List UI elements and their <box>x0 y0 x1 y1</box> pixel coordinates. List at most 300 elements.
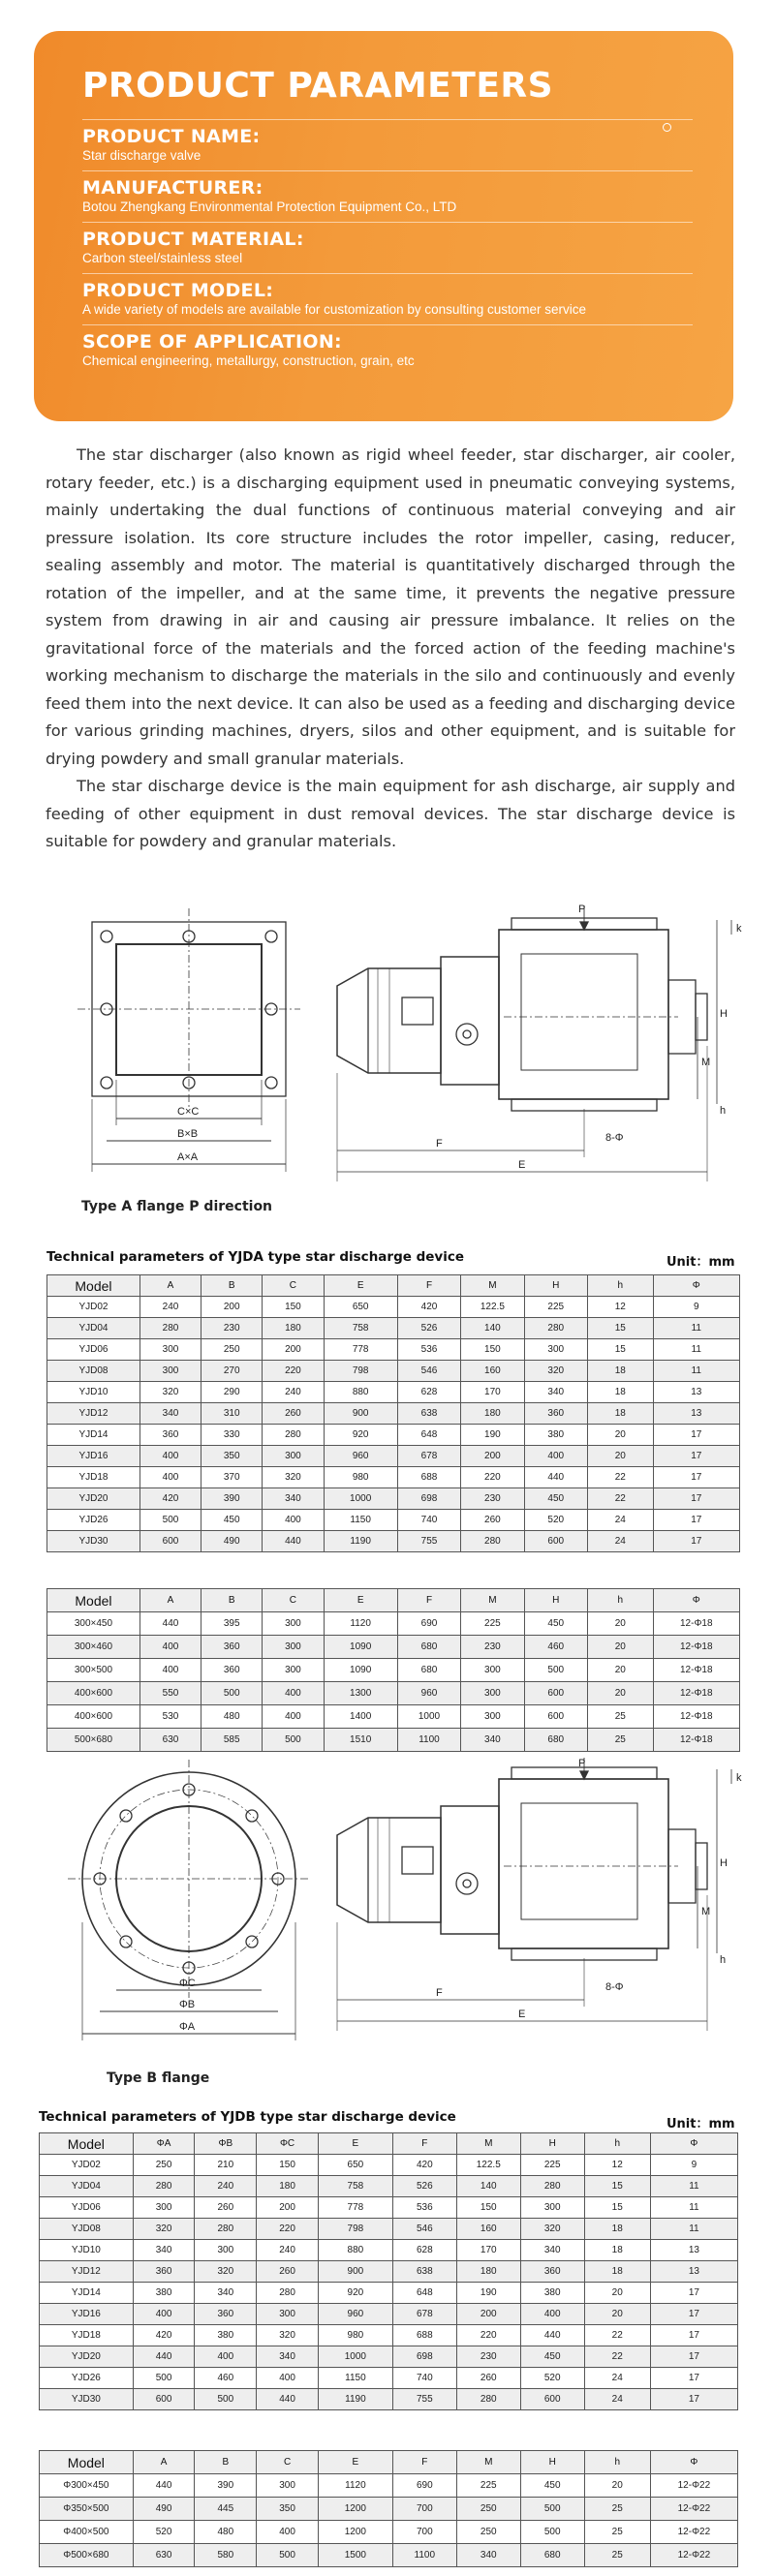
table-cell: 12-Φ22 <box>650 2498 737 2521</box>
table-row <box>47 1446 740 1467</box>
table-cell: YJD02 <box>47 1297 140 1318</box>
column-header: H <box>520 2451 584 2474</box>
table-cell: 260 <box>195 2197 257 2219</box>
dim-m: M <box>701 1057 711 1068</box>
table-cell: 340 <box>524 1382 587 1403</box>
table-row <box>40 2498 738 2521</box>
table-cell: 350 <box>202 1446 263 1467</box>
table-cell: YJD02 <box>40 2155 134 2176</box>
table-cell: 380 <box>195 2325 257 2346</box>
table-cell: 1100 <box>392 2544 456 2567</box>
table-cell: 698 <box>392 2346 456 2368</box>
table-cell: 480 <box>195 2521 257 2544</box>
table-cell: 500 <box>140 1510 201 1531</box>
table-cell: 960 <box>324 1446 397 1467</box>
dim-h-lower: h <box>720 1954 727 1966</box>
table-cell: 18 <box>587 1361 653 1382</box>
table-cell: 280 <box>456 2389 520 2410</box>
table-cell: 360 <box>140 1425 201 1446</box>
table-cell: 18 <box>587 1382 653 1403</box>
table-cell: 250 <box>456 2498 520 2521</box>
yjda-large-spec-table <box>46 1588 740 1752</box>
table-row <box>47 1467 740 1488</box>
table-cell: 225 <box>456 2474 520 2498</box>
table-cell: 600 <box>133 2389 195 2410</box>
table-cell: 300 <box>195 2240 257 2261</box>
table-cell: 300 <box>520 2197 584 2219</box>
table-cell: Φ350×500 <box>40 2498 134 2521</box>
table-cell: 300 <box>140 1361 201 1382</box>
table-cell: 280 <box>461 1531 524 1552</box>
table-cell: 300 <box>257 2304 319 2325</box>
table-cell: 420 <box>397 1297 460 1318</box>
column-header: Φ <box>650 2133 737 2155</box>
table-cell: 678 <box>397 1446 460 1467</box>
table-cell: 17 <box>653 1446 739 1467</box>
table-cell: 240 <box>257 2240 319 2261</box>
table-cell: 140 <box>456 2176 520 2197</box>
table-cell: 740 <box>397 1510 460 1531</box>
column-header: E <box>324 1275 397 1297</box>
table-cell: 20 <box>587 1682 653 1705</box>
table-cell: 1200 <box>318 2498 392 2521</box>
table-cell: 960 <box>318 2304 392 2325</box>
table-cell: 280 <box>520 2176 584 2197</box>
table-cell: 400 <box>140 1659 201 1682</box>
circle-icon <box>663 123 671 132</box>
table-row <box>40 2368 738 2389</box>
table-cell: 230 <box>461 1488 524 1510</box>
table-cell: 400 <box>133 2304 195 2325</box>
table-cell: 200 <box>202 1297 263 1318</box>
table-cell: 18 <box>584 2261 650 2283</box>
table-cell: 150 <box>257 2155 319 2176</box>
column-header: ΦB <box>195 2133 257 2155</box>
table-row <box>40 2219 738 2240</box>
table-cell: 390 <box>195 2474 257 2498</box>
table-cell: YJD14 <box>47 1425 140 1446</box>
column-header: Model <box>40 2133 134 2155</box>
table-row <box>47 1705 740 1729</box>
table-title: Technical parameters of YJDA type star discharge device <box>46 1249 464 1265</box>
table-cell: 400 <box>257 2521 319 2544</box>
dim-p: P <box>578 1758 586 1769</box>
table-cell: 755 <box>397 1531 460 1552</box>
table-cell: 500 <box>257 2544 319 2567</box>
table-cell: 20 <box>584 2474 650 2498</box>
table-cell: 300 <box>461 1659 524 1682</box>
table-cell: 648 <box>397 1425 460 1446</box>
table-cell: 920 <box>324 1425 397 1446</box>
table-cell: 630 <box>140 1729 201 1752</box>
table-cell: 12-Φ18 <box>653 1729 739 1752</box>
table-cell: 11 <box>653 1339 739 1361</box>
table-cell: 526 <box>392 2176 456 2197</box>
table-cell: 1500 <box>318 2544 392 2567</box>
table-row <box>40 2261 738 2283</box>
table-cell: 420 <box>140 1488 201 1510</box>
dim-e: E <box>518 1159 526 1171</box>
yjda-spec-table <box>46 1274 740 1552</box>
table-cell: 230 <box>456 2346 520 2368</box>
table-cell: 9 <box>653 1297 739 1318</box>
table-cell: 22 <box>587 1488 653 1510</box>
table-cell: 13 <box>653 1403 739 1425</box>
table-cell: 11 <box>650 2176 737 2197</box>
column-header: h <box>587 1589 653 1612</box>
table-cell: 280 <box>140 1318 201 1339</box>
param-value: A wide variety of models are available for customization by consulting customer service <box>82 302 586 317</box>
table-cell: 11 <box>650 2197 737 2219</box>
table-cell: Φ400×500 <box>40 2521 134 2544</box>
table-cell: 190 <box>461 1425 524 1446</box>
table-cell: 260 <box>456 2368 520 2389</box>
table-cell: 1000 <box>318 2346 392 2368</box>
table-cell: 1120 <box>318 2474 392 2498</box>
table-cell: 17 <box>653 1467 739 1488</box>
table-cell: 360 <box>202 1636 263 1659</box>
column-header: ΦA <box>133 2133 195 2155</box>
table-cell: 160 <box>456 2219 520 2240</box>
table-row <box>40 2544 738 2567</box>
column-header: E <box>318 2133 392 2155</box>
table-row <box>40 2155 738 2176</box>
table-cell: YJD04 <box>40 2176 134 2197</box>
table-cell: 688 <box>392 2325 456 2346</box>
table-cell: 440 <box>257 2389 319 2410</box>
table-cell: 500 <box>520 2521 584 2544</box>
table-cell: 320 <box>257 2325 319 2346</box>
column-header: h <box>587 1275 653 1297</box>
table-row <box>47 1659 740 1682</box>
param-manufacturer <box>82 170 693 222</box>
table-cell: 536 <box>392 2197 456 2219</box>
param-label: SCOPE OF APPLICATION: <box>82 331 342 353</box>
column-header: Φ <box>653 1275 739 1297</box>
table-cell: 1120 <box>324 1612 397 1636</box>
table-cell: 24 <box>584 2368 650 2389</box>
table-cell: YJD12 <box>47 1403 140 1425</box>
table-cell: 25 <box>587 1705 653 1729</box>
table-cell: 380 <box>524 1425 587 1446</box>
table-row <box>40 2346 738 2368</box>
table-cell: 22 <box>584 2346 650 2368</box>
table-row <box>47 1382 740 1403</box>
type-b-caption: Type B flange <box>107 2070 210 2086</box>
table-cell: 546 <box>397 1361 460 1382</box>
column-header: C <box>263 1275 324 1297</box>
table-row <box>47 1297 740 1318</box>
table-cell: 440 <box>520 2325 584 2346</box>
table-cell: 500 <box>133 2368 195 2389</box>
table-cell: 798 <box>318 2219 392 2240</box>
table-cell: 340 <box>257 2346 319 2368</box>
column-header: C <box>263 1589 324 1612</box>
table-cell: 340 <box>520 2240 584 2261</box>
table-cell: 17 <box>653 1488 739 1510</box>
column-header: B <box>195 2451 257 2474</box>
column-header: ΦC <box>257 2133 319 2155</box>
table-cell: 920 <box>318 2283 392 2304</box>
dim-e: E <box>518 2009 526 2020</box>
table-cell: 280 <box>257 2283 319 2304</box>
table-cell: 690 <box>392 2474 456 2498</box>
table-cell: 250 <box>456 2521 520 2544</box>
table-cell: 340 <box>195 2283 257 2304</box>
table-row <box>47 1403 740 1425</box>
table-row <box>40 2389 738 2410</box>
table-cell: 225 <box>461 1612 524 1636</box>
table-row <box>47 1339 740 1361</box>
table-cell: 350 <box>257 2498 319 2521</box>
table-cell: 12-Φ18 <box>653 1659 739 1682</box>
table-cell: 24 <box>584 2389 650 2410</box>
table-cell: 550 <box>140 1682 201 1705</box>
table-cell: 440 <box>524 1467 587 1488</box>
table-cell: 360 <box>202 1659 263 1682</box>
table-cell: 600 <box>140 1531 201 1552</box>
table-cell: 300 <box>461 1682 524 1705</box>
table-cell: 300 <box>524 1339 587 1361</box>
table-cell: 180 <box>456 2261 520 2283</box>
table-cell: 360 <box>133 2261 195 2283</box>
param-material <box>82 222 693 273</box>
table-cell: 360 <box>520 2261 584 2283</box>
unit-label: Unit：mm <box>666 1255 735 1270</box>
table-cell: 300 <box>257 2474 319 2498</box>
column-header: F <box>397 1275 460 1297</box>
table-cell: 200 <box>263 1339 324 1361</box>
table-cell: YJD12 <box>40 2261 134 2283</box>
table-cell: YJD06 <box>40 2197 134 2219</box>
table-cell: YJD30 <box>47 1531 140 1552</box>
dim-h-lower: h <box>720 1105 727 1117</box>
dim-phia: ΦA <box>179 2021 196 2033</box>
dim-phib: ΦB <box>179 1999 196 2010</box>
table-cell: YJD14 <box>40 2283 134 2304</box>
table-cell: 400 <box>140 1467 201 1488</box>
column-header: h <box>584 2451 650 2474</box>
column-header: M <box>461 1275 524 1297</box>
param-label: MANUFACTURER: <box>82 177 264 199</box>
column-header: h <box>584 2133 650 2155</box>
table-cell: 160 <box>461 1361 524 1382</box>
column-header: F <box>392 2133 456 2155</box>
table-cell: YJD30 <box>40 2389 134 2410</box>
param-model <box>82 273 693 324</box>
table-cell: 360 <box>524 1403 587 1425</box>
table-cell: 778 <box>324 1339 397 1361</box>
dim-k: k <box>736 923 742 935</box>
table-cell: 698 <box>397 1488 460 1510</box>
column-header: M <box>461 1589 524 1612</box>
column-header: H <box>520 2133 584 2155</box>
table-cell: YJD16 <box>47 1446 140 1467</box>
table-cell: 270 <box>202 1361 263 1382</box>
table-cell: 600 <box>524 1682 587 1705</box>
column-header: F <box>397 1589 460 1612</box>
table-cell: YJD10 <box>47 1382 140 1403</box>
dim-h-upper: H <box>720 1857 728 1869</box>
table-cell: 122.5 <box>461 1297 524 1318</box>
table-cell: 225 <box>520 2155 584 2176</box>
table-cell: 210 <box>195 2155 257 2176</box>
unit-label: Unit：mm <box>666 2117 735 2131</box>
table-cell: 340 <box>456 2544 520 2567</box>
column-header: M <box>456 2133 520 2155</box>
table-cell: 880 <box>324 1382 397 1403</box>
table-cell: 122.5 <box>456 2155 520 2176</box>
table-cell: YJD16 <box>40 2304 134 2325</box>
table-cell: 400 <box>263 1682 324 1705</box>
column-header: E <box>318 2451 392 2474</box>
table-cell: 395 <box>202 1612 263 1636</box>
table-cell: 648 <box>392 2283 456 2304</box>
table-cell: 200 <box>456 2304 520 2325</box>
table-cell: 190 <box>456 2283 520 2304</box>
table-cell: 280 <box>195 2219 257 2240</box>
table-cell: YJD18 <box>40 2325 134 2346</box>
table-cell: 150 <box>461 1339 524 1361</box>
table-cell: 260 <box>257 2261 319 2283</box>
table-cell: 240 <box>263 1382 324 1403</box>
column-header: E <box>324 1589 397 1612</box>
column-header: F <box>392 2451 456 2474</box>
table-row <box>40 2283 738 2304</box>
table-cell: 12 <box>587 1297 653 1318</box>
table-row <box>47 1612 740 1636</box>
table-cell: 638 <box>392 2261 456 2283</box>
column-header: H <box>524 1589 587 1612</box>
table-cell: YJD04 <box>47 1318 140 1339</box>
table-cell: 530 <box>140 1705 201 1729</box>
table-cell: 1190 <box>318 2389 392 2410</box>
table-cell: 320 <box>263 1467 324 1488</box>
table-row <box>47 1682 740 1705</box>
table-cell: 500×680 <box>47 1729 140 1752</box>
param-label: PRODUCT MATERIAL: <box>82 229 304 250</box>
table-row <box>40 2474 738 2498</box>
table-cell: 220 <box>263 1361 324 1382</box>
table-cell: 680 <box>397 1659 460 1682</box>
table-cell: 546 <box>392 2219 456 2240</box>
table-cell: 320 <box>524 1361 587 1382</box>
table-cell: 22 <box>584 2325 650 2346</box>
type-a-flange-drawing <box>48 901 746 1196</box>
table-cell: 17 <box>653 1531 739 1552</box>
table-cell: 220 <box>257 2219 319 2240</box>
table-cell: 250 <box>133 2155 195 2176</box>
table-cell: 280 <box>133 2176 195 2197</box>
table-cell: 450 <box>520 2474 584 2498</box>
table-cell: 180 <box>263 1318 324 1339</box>
table-cell: 240 <box>140 1297 201 1318</box>
table-cell: 880 <box>318 2240 392 2261</box>
table-row <box>40 2197 738 2219</box>
column-header: Φ <box>650 2451 737 2474</box>
table-cell: 460 <box>195 2368 257 2389</box>
table-cell: 25 <box>587 1729 653 1752</box>
table-cell: 20 <box>587 1636 653 1659</box>
table-cell: 12-Φ18 <box>653 1636 739 1659</box>
table-cell: 600 <box>524 1705 587 1729</box>
table-cell: 140 <box>461 1318 524 1339</box>
table-cell: 480 <box>202 1705 263 1729</box>
column-header: A <box>133 2451 195 2474</box>
table-cell: 25 <box>584 2498 650 2521</box>
table-cell: 450 <box>520 2346 584 2368</box>
table-cell: 170 <box>461 1382 524 1403</box>
table-cell: 400 <box>520 2304 584 2325</box>
table-cell: 9 <box>650 2155 737 2176</box>
table-cell: 300 <box>461 1705 524 1729</box>
param-label: PRODUCT MODEL: <box>82 280 274 301</box>
table-cell: 500 <box>195 2389 257 2410</box>
table-cell: YJD08 <box>40 2219 134 2240</box>
table-cell: 220 <box>461 1467 524 1488</box>
table-cell: 1400 <box>324 1705 397 1729</box>
table-cell: 300 <box>133 2197 195 2219</box>
table-cell: 11 <box>650 2219 737 2240</box>
table-cell: 758 <box>318 2176 392 2197</box>
column-header: M <box>456 2451 520 2474</box>
column-header: Model <box>47 1275 140 1297</box>
table-cell: 360 <box>195 2304 257 2325</box>
table-cell: 700 <box>392 2521 456 2544</box>
table-cell: 526 <box>397 1318 460 1339</box>
table-cell: 13 <box>650 2240 737 2261</box>
table-cell: 12 <box>584 2155 650 2176</box>
table-cell: 300×500 <box>47 1659 140 1682</box>
table-cell: 680 <box>397 1636 460 1659</box>
table-row <box>47 1425 740 1446</box>
param-label: PRODUCT NAME: <box>82 126 261 147</box>
table-cell: 638 <box>397 1403 460 1425</box>
table-row <box>47 1510 740 1531</box>
table-cell: 1100 <box>397 1729 460 1752</box>
table-cell: 230 <box>461 1636 524 1659</box>
table-cell: 320 <box>133 2219 195 2240</box>
dim-h-upper: H <box>720 1008 728 1020</box>
table-cell: 520 <box>133 2521 195 2544</box>
table-cell: 420 <box>133 2325 195 2346</box>
dim-phi: 8-Φ <box>605 1981 624 1993</box>
table-cell: 20 <box>587 1612 653 1636</box>
table-cell: 15 <box>584 2176 650 2197</box>
table-cell: 290 <box>202 1382 263 1403</box>
table-cell: 585 <box>202 1729 263 1752</box>
dim-cc: C×C <box>177 1106 200 1118</box>
table-cell: 400×600 <box>47 1682 140 1705</box>
table-cell: 600 <box>524 1531 587 1552</box>
table-cell: 180 <box>257 2176 319 2197</box>
table-cell: 310 <box>202 1403 263 1425</box>
dim-f: F <box>436 1987 443 1999</box>
table-cell: 25 <box>584 2521 650 2544</box>
table-cell: 17 <box>650 2325 737 2346</box>
table-cell: 370 <box>202 1467 263 1488</box>
table-cell: 225 <box>524 1297 587 1318</box>
dim-p: P <box>578 904 586 915</box>
table-cell: 628 <box>397 1382 460 1403</box>
table-cell: YJD20 <box>47 1488 140 1510</box>
table-cell: YJD26 <box>47 1510 140 1531</box>
table-cell: 420 <box>392 2155 456 2176</box>
table-cell: 1150 <box>318 2368 392 2389</box>
table-cell: 400 <box>195 2346 257 2368</box>
table-title: Technical parameters of YJDB type star discharge device <box>39 2109 456 2125</box>
type-b-flange-drawing <box>48 1758 746 2068</box>
